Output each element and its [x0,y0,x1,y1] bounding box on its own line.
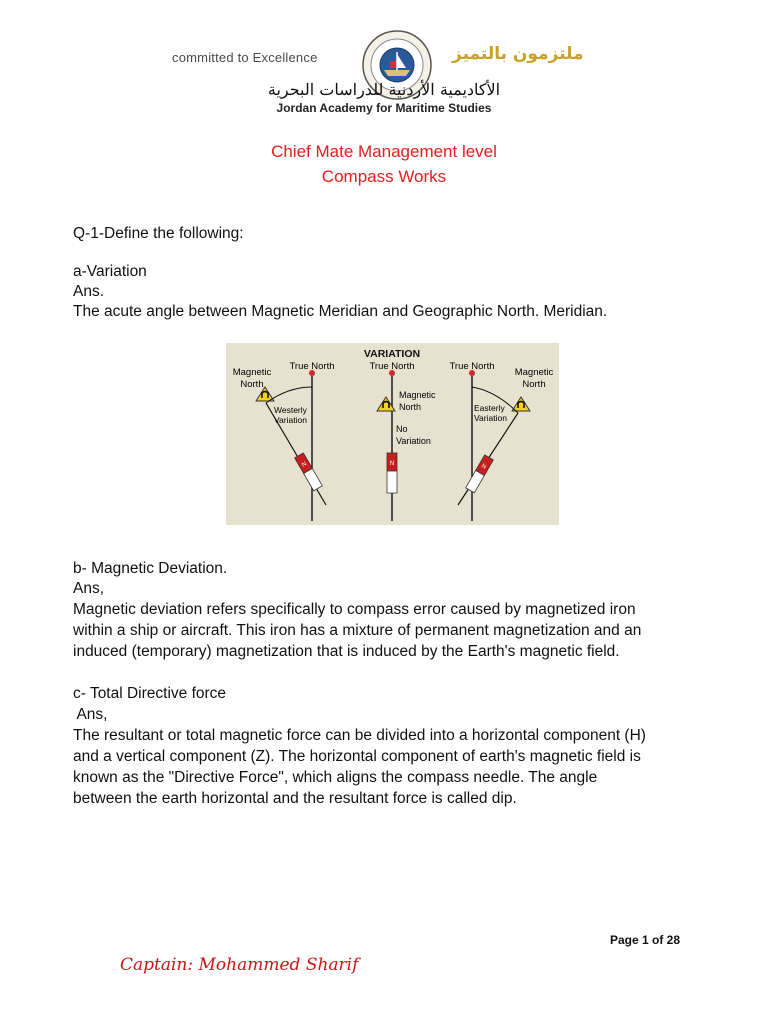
section-a-ans-label: Ans. [73,283,105,300]
section-c-line-1: The resultant or total magnetic force can be divided into a horizontal component (H) [73,727,646,744]
section-c-line-4: between the earth horizontal and the resultant force is called dip. [73,790,517,807]
motto-english: committed to Excellence [172,50,318,65]
academy-name-english: Jordan Academy for Maritime Studies [276,101,492,115]
right-compass-needle [466,455,494,493]
variation-diagram [226,343,559,525]
academy-name-arabic: الأكاديمية الأردنية للدراسات البحرية [267,80,501,99]
right-variation-label-1: Easterly [474,403,505,413]
section-c-line-2: and a vertical component (Z). The horizontal component of earth's magnetic field is [73,748,641,765]
section-b-line-1: Magnetic deviation refers specifically to compass error caused by magnetized iron [73,601,636,618]
section-b-heading: b- Magnetic Deviation. [73,560,228,577]
left-true-north-label: True North [289,361,335,372]
center-variation-label-1: No [396,424,408,434]
left-variation-label-2: Variation [274,415,307,425]
section-a-heading: a-Variation [73,263,147,280]
author-signature: Captain: Mohammed Sharif [120,955,359,975]
question-1: Q-1-Define the following: [73,225,244,242]
section-b-line-2: within a ship or aircraft. This iron has a mixture of permanent magnetization and an [73,622,642,639]
motto-arabic: ملتزمون بالتميز [452,44,584,64]
left-magnetic-label-2: North [240,379,264,390]
right-true-north-label: True North [449,361,495,372]
document-title: Chief Mate Management level [271,142,497,161]
left-compass-needle [295,453,323,491]
document-subtitle: Compass Works [321,167,447,186]
left-variation-label-1: Westerly [274,405,307,415]
right-magnetic-warning-icon [512,397,530,411]
document-header [0,28,768,118]
center-magnetic-label-1: Magnetic [399,390,436,400]
center-variation-label-2: Variation [396,436,431,446]
left-needle-n-label: N [301,461,308,469]
page-number: Page 1 of 28 [610,933,681,947]
section-a-text: The acute angle between Magnetic Meridian and Geographic North. Meridian. [73,303,608,320]
right-needle-n-label: N [480,463,487,471]
section-b-ans-label: Ans, [73,580,105,597]
left-magnetic-label-1: Magnetic [232,367,272,378]
center-magnetic-label-2: North [399,402,422,412]
right-magnetic-label-1: Magnetic [514,367,554,378]
center-true-north-label: True North [369,361,415,372]
right-variation-label-2: Variation [474,413,507,423]
diagram-title: VARIATION [363,348,421,360]
center-needle-n-label: N [389,461,395,467]
section-c-heading: c- Total Directive force [73,685,227,702]
section-c-line-3: known as the "Directive Force", which aligns the compass needle. The angle [73,769,598,786]
section-c-ans-label: Ans, [73,706,108,723]
section-b-line-3: induced (temporary) magnetization that is induced by the Earth's magnetic field. [73,643,620,660]
right-magnetic-label-2: North [522,379,546,390]
center-compass-needle [387,453,397,493]
